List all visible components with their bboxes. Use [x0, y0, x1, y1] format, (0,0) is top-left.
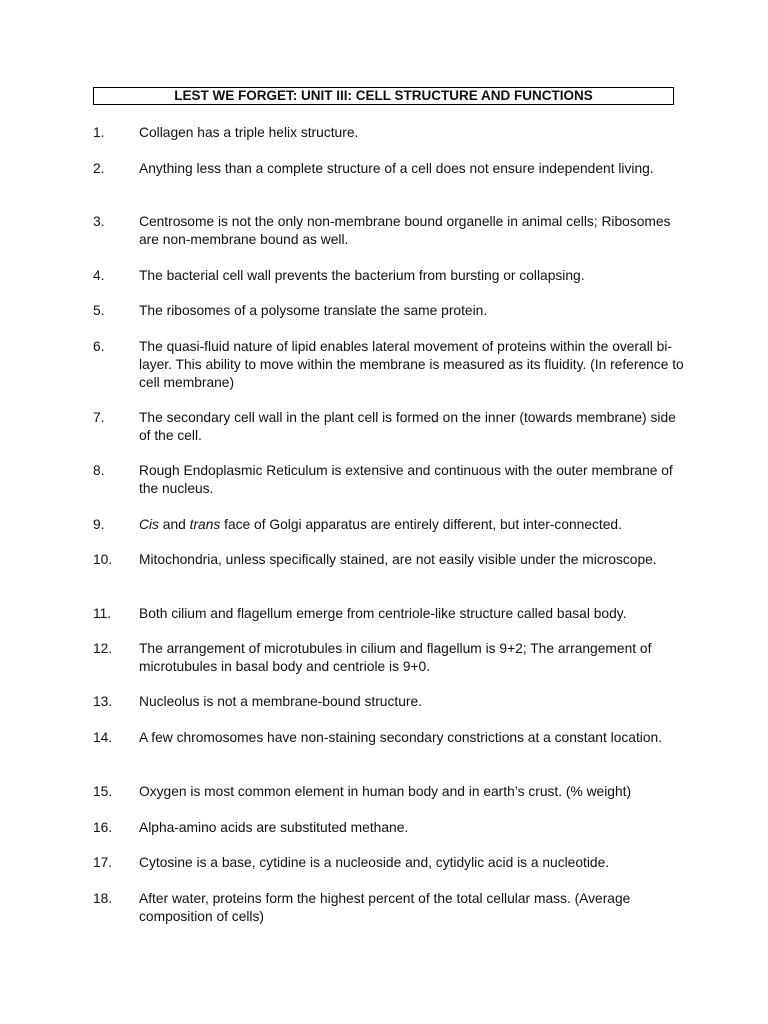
- item-number: 7.: [93, 410, 105, 425]
- item-number: 2.: [93, 161, 105, 176]
- item-text: Collagen has a triple helix structure.: [139, 125, 359, 140]
- item-text: The bacterial cell wall prevents the bacterium from bursting or collapsing.: [139, 268, 585, 283]
- item-number: 10.: [93, 552, 113, 567]
- item-text: Anything less than a complete structure of a cell does not ensure independent living.: [139, 161, 654, 176]
- item-text: After water, proteins form the highest percent of the total cellular mass. (Average composition of cells): [139, 891, 631, 924]
- item-text-rest: face of Golgi apparatus are entirely different, but inter-connected.: [220, 517, 622, 532]
- item-text: Oxygen is most common element in human body and in earth’s crust. (% weight): [139, 784, 632, 799]
- item-text: Alpha-amino acids are substituted methane.: [139, 820, 409, 835]
- item-number: 5.: [93, 303, 105, 318]
- item-text: Mitochondria, unless specifically stained, are not easily visible under the microscope.: [139, 552, 657, 567]
- item-number: 18.: [93, 891, 113, 906]
- item-text: A few chromosomes have non-staining secondary constrictions at a constant location.: [139, 730, 663, 745]
- item-text: The secondary cell wall in the plant cell is formed on the inner (towards membrane) side of the cell.: [139, 410, 676, 443]
- italic-term-trans: trans: [189, 517, 221, 532]
- item-number: 9.: [93, 517, 105, 532]
- item-number: 8.: [93, 463, 105, 478]
- italic-term-cis: Cis: [139, 517, 159, 532]
- item-number: 11.: [93, 606, 112, 621]
- item-number: 15.: [93, 784, 113, 799]
- item-number: 17.: [93, 855, 113, 870]
- item-number: 4.: [93, 268, 105, 283]
- item-text: Both cilium and flagellum emerge from centriole-like structure called basal body.: [139, 606, 627, 621]
- item-text: [139, 516, 684, 534]
- item-number: 16.: [93, 820, 113, 835]
- item-number: 13.: [93, 694, 113, 709]
- item-text-joiner: and: [158, 517, 190, 532]
- item-text: Rough Endoplasmic Reticulum is extensive and continuous with the outer membrane of the nucleus.: [139, 463, 673, 496]
- item-text: The arrangement of microtubules in cilium and flagellum is 9+2; The arrangement of microtubules in basal body and centriole is 9+0.: [139, 641, 652, 674]
- item-text: Nucleolus is not a membrane-bound structure.: [139, 694, 422, 709]
- item-text: Centrosome is not the only non-membrane bound organelle in animal cells; Ribosomes are non-membrane bound as well.: [139, 214, 671, 247]
- item-number: 3.: [93, 214, 105, 229]
- item-text: The quasi-fluid nature of lipid enables lateral movement of proteins within the overall bi-layer. This ability to move within the membrane is measured as its fluidity. (In reference to cell membrane): [139, 339, 684, 390]
- item-text: Cytosine is a base, cytidine is a nucleoside and, cytidylic acid is a nucleotide.: [139, 855, 610, 870]
- item-number: 12.: [93, 641, 113, 656]
- item-number: 14.: [93, 730, 113, 745]
- page-title: LEST WE FORGET: UNIT III: CELL STRUCTURE AND FUNCTIONS: [93, 87, 674, 105]
- item-number: 1.: [93, 125, 105, 140]
- item-text: The ribosomes of a polysome translate the same protein.: [139, 303, 488, 318]
- item-number: 6.: [93, 339, 105, 354]
